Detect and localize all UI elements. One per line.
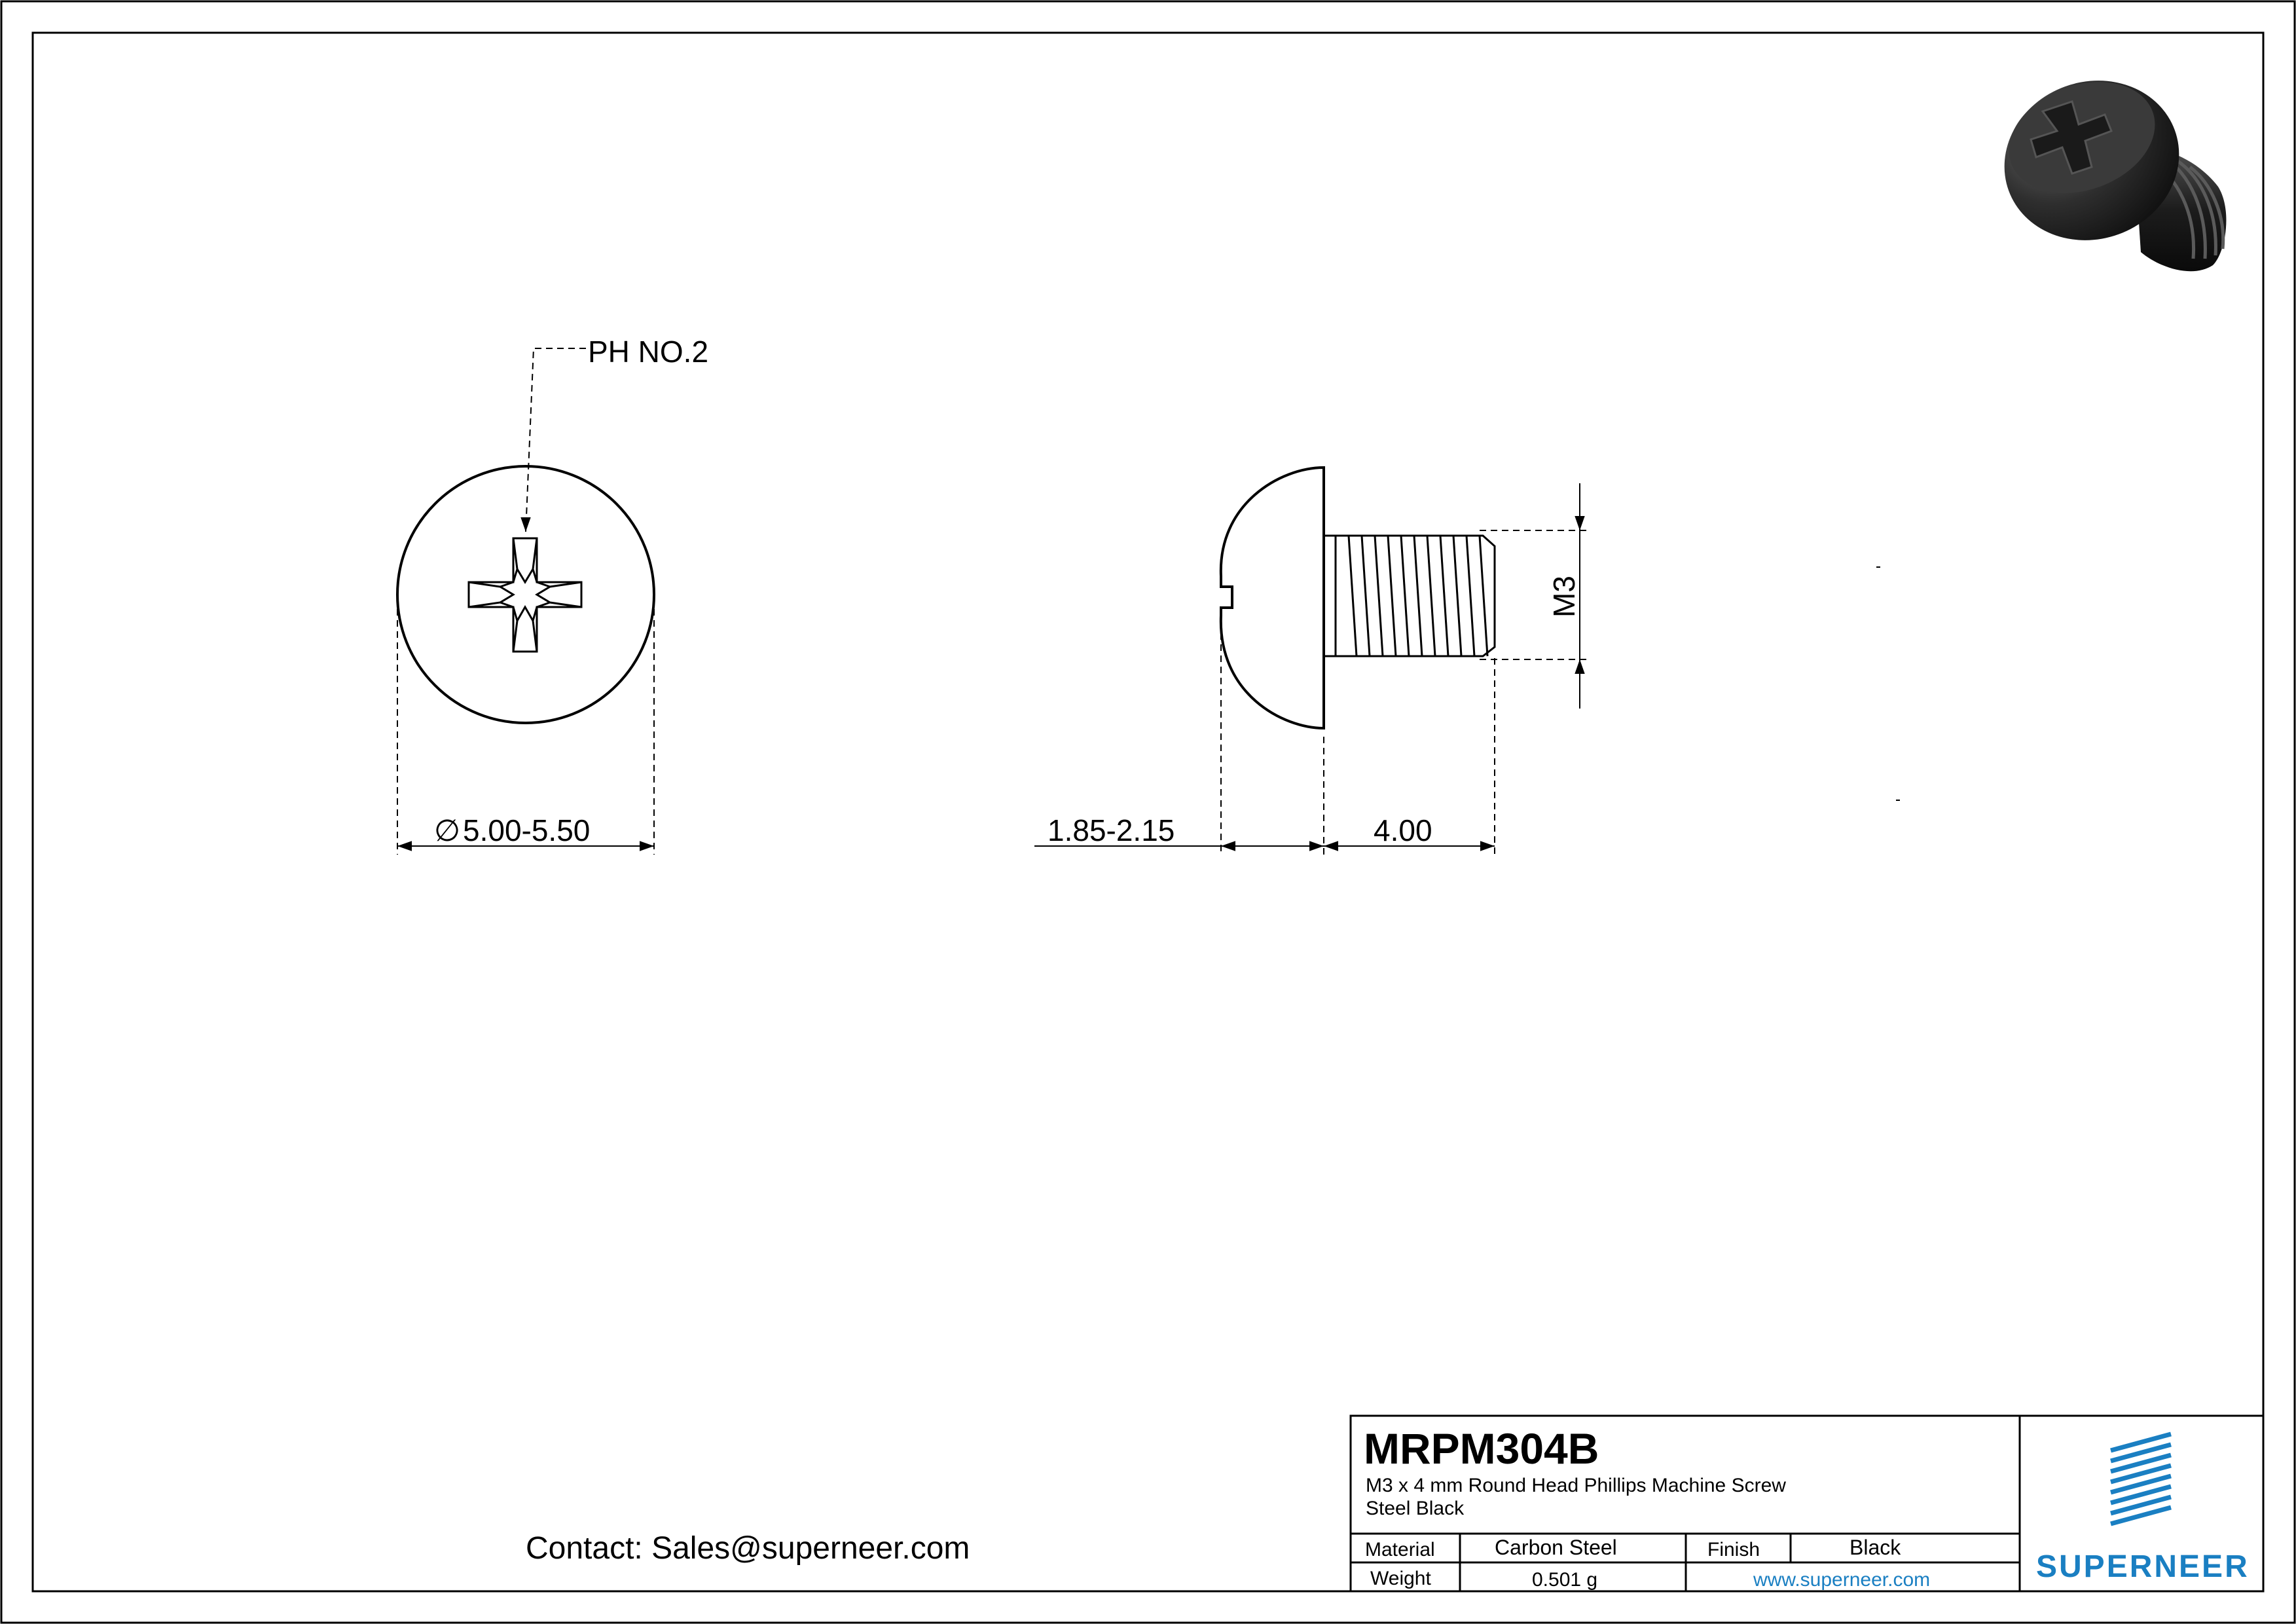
length-dimension: 4.00	[1374, 813, 1432, 847]
thread-crest-line	[1388, 536, 1396, 656]
thread-lines	[1349, 536, 1487, 656]
title-block	[1351, 1416, 2263, 1591]
outer-border	[1, 1, 2295, 1623]
material-value: Carbon Steel	[1495, 1536, 1617, 1559]
head-height-dimension: 1.85-2.15	[1048, 813, 1175, 847]
description-line1: M3 x 4 mm Round Head Phillips Machine Screw	[1366, 1475, 1786, 1496]
side-view	[1034, 468, 1588, 855]
thread-crest-line	[1480, 536, 1487, 656]
diameter-symbol: ∅	[434, 813, 461, 847]
screw-3d-render	[1982, 56, 2226, 271]
part-number: MRPM304B	[1364, 1424, 1599, 1473]
inner-border	[33, 33, 2263, 1591]
thread-crest-line	[1440, 536, 1448, 656]
head-circle	[397, 466, 654, 723]
thread-crest-line	[1349, 536, 1357, 656]
description-line2: Steel Black	[1366, 1498, 1465, 1519]
thread-crest-line	[1362, 536, 1370, 656]
weight-value: 0.501 g	[1532, 1569, 1598, 1591]
head-profile	[1221, 468, 1324, 728]
top-view	[397, 335, 708, 855]
superneer-logo-icon	[2111, 1434, 2171, 1524]
phillips-recess-icon	[469, 538, 581, 652]
finish-value: Black	[1850, 1536, 1901, 1559]
recess-callout: PH NO.2	[588, 335, 709, 369]
thread-crest-line	[1401, 536, 1409, 656]
thread-crest-line	[1467, 536, 1474, 656]
thread-crest-line	[1453, 536, 1461, 656]
thread-crest-line	[1375, 536, 1383, 656]
recess-leader	[526, 348, 586, 532]
contact-text: Contact: Sales@superneer.com	[526, 1531, 970, 1566]
thread-crest-line	[1414, 536, 1422, 656]
logo-wordmark: SUPERNEER	[2036, 1549, 2250, 1584]
thread-dimension: M3	[1547, 576, 1581, 618]
thread-crest-line	[1427, 536, 1435, 656]
weight-label: Weight	[1370, 1568, 1431, 1589]
finish-label: Finish	[1707, 1539, 1760, 1560]
website-link[interactable]: www.superneer.com	[1753, 1569, 1931, 1591]
diameter-dimension: 5.00-5.50	[463, 813, 591, 847]
material-label: Material	[1365, 1539, 1435, 1560]
